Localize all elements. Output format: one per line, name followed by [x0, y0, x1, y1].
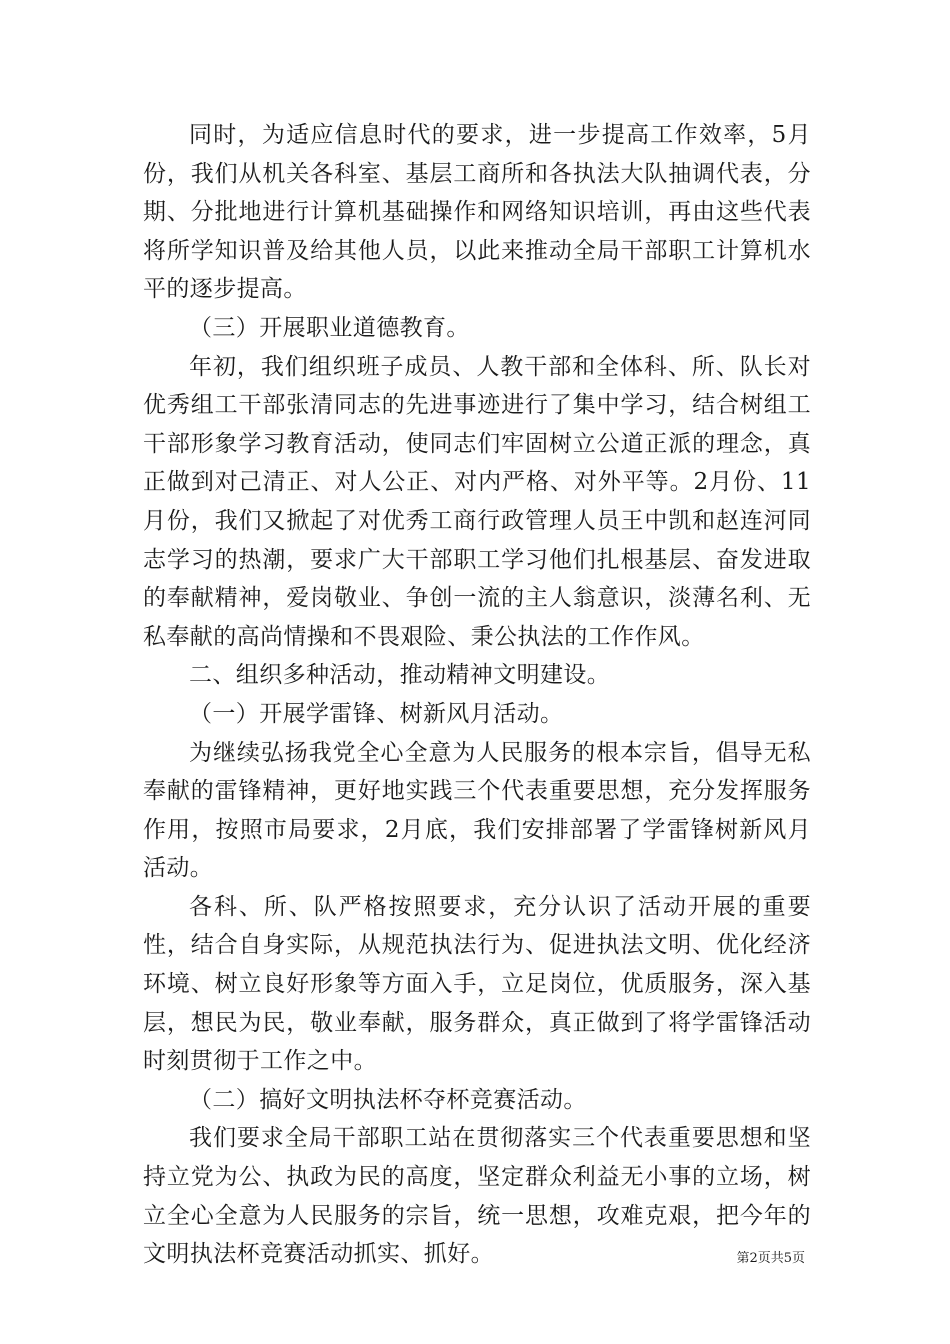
heading-learn-leifeng: （一）开展学雷锋、树新风月活动。 — [189, 700, 564, 727]
paragraph-department-practice: 各科、所、队严格按照要求，充分认识了活动开展的重要性，结合自身实际，从规范执法行为、促进执法文明、优化经济环境、树立良好形象等方面入手，立足岗位，优质服务，深入基层，想民为民，敬业奉献，服务群众，真正做到了将学雷锋活动时刻贯彻于工作之中。 — [143, 893, 811, 1075]
paragraph-computer-training: 同时，为适应信息时代的要求，进一步提高工作效率，5月份，我们从机关各科室、基层工商所和各执法大队抽调代表，分期、分批地进行计算机基础操作和网络知识培训，再由这些代表将所学知识普及给其他人员，以此来推动全局干部职工计算机水平的逐步提高。 — [143, 122, 811, 303]
paragraph-ethics-education: 年初，我们组织班子成员、人教干部和全体科、所、队长对优秀组工干部张清同志的先进事迹进行了集中学习，结合树组工干部形象学习教育活动，使同志们牢固树立公道正派的理念，真正做到对己清正、对人公正、对内严格、对外平等。2月份、11月份，我们又掀起了对优秀工商行政管理人员王中凯和赵连河同志学习的热潮，要求广大干部职工学习他们扎根基层、奋发进取的奉献精神，爱岗敬业、争创一流的主人翁意识，淡薄名利、无私奉献的高尚情操和不畏艰险、秉公执法的工作作风。 — [143, 353, 811, 650]
heading-civilized-law-cup: （二）搞好文明执法杯夺杯竞赛活动。 — [189, 1086, 587, 1113]
heading-ethics-education: （三）开展职业道德教育。 — [189, 314, 470, 341]
paragraph-learn-leifeng: 为继续弘扬我党全心全意为人民服务的根本宗旨，倡导无私奉献的雷锋精神，更好地实践三个代表重要思想，充分发挥服务作用，按照市局要求，2月底，我们安排部署了学雷锋树新风月活动。 — [143, 739, 811, 882]
page-number: 第2页共5页 — [736, 1251, 805, 1266]
heading-section-two: 二、组织多种活动，推动精神文明建设。 — [189, 662, 611, 689]
paragraph-civilized-law-cup: 我们要求全局干部职工站在贯彻落实三个代表重要思想和坚持立党为公、执政为民的高度，坚定群众利益无小事的立场，树立全心全意为人民服务的宗旨，统一思想，攻难克艰，把今年的文明执法杯竞赛活动抓实、抓好。 — [143, 1125, 811, 1268]
document-body — [143, 116, 811, 1274]
